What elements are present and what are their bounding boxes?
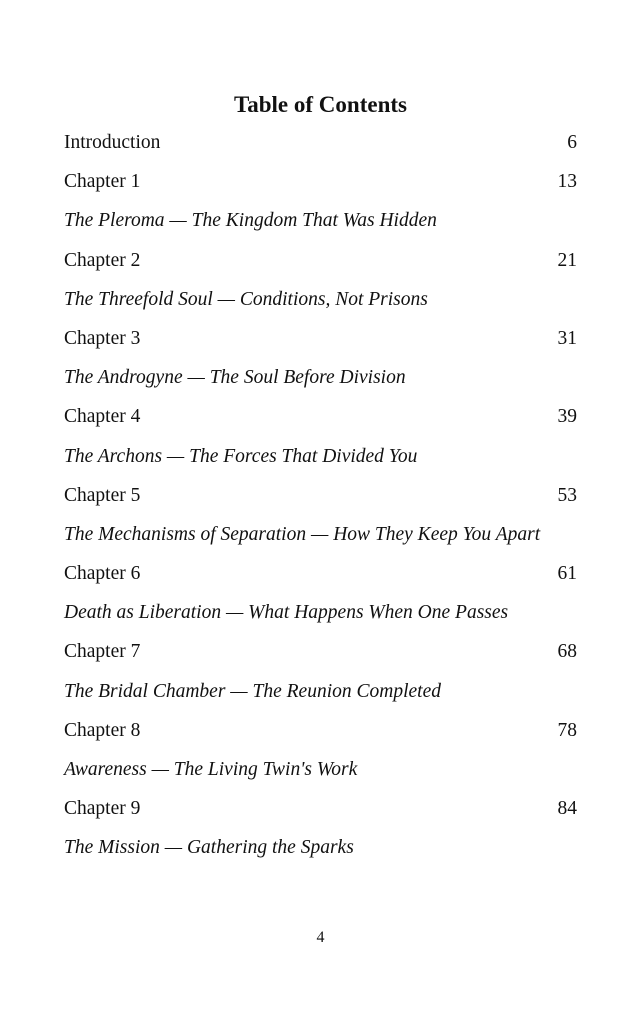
toc-list <box>64 130 577 875</box>
toc-entry-chapter-3[interactable] <box>64 326 577 351</box>
chapter-subtitle: The Androgyne — The Soul Before Division <box>64 367 406 389</box>
toc-entry-page: 84 <box>557 798 577 820</box>
toc-entry-page: 21 <box>557 249 577 271</box>
toc-entry-chapter-6[interactable] <box>64 561 577 586</box>
toc-entry-page: 39 <box>557 406 577 428</box>
chapter-subtitle: The Pleroma — The Kingdom That Was Hidden <box>64 210 437 232</box>
toc-entry-page: 68 <box>557 641 577 663</box>
toc-entry-page: 78 <box>557 719 577 741</box>
toc-entry-chapter-7[interactable] <box>64 639 577 664</box>
toc-entry-label: Introduction <box>64 132 161 153</box>
chapter-subtitle: Death as Liberation — What Happens When One Passes <box>64 602 509 624</box>
toc-entry-label: Chapter 8 <box>64 719 141 741</box>
chapter-subtitle: Awareness — The Living Twin's Work <box>64 759 358 780</box>
toc-entry-chapter-8[interactable] <box>64 718 577 743</box>
toc-entry-chapter-2[interactable] <box>64 248 577 273</box>
toc-entry-page: 61 <box>557 563 577 585</box>
toc-entry-page: 6 <box>567 132 577 153</box>
toc-entry-chapter-5[interactable] <box>64 483 577 508</box>
toc-entry-page: 13 <box>557 171 577 193</box>
chapter-subtitle: The Mechanisms of Separation — How They Keep You Apart <box>64 523 541 545</box>
chapter-subtitle: The Mission — Gathering the Sparks <box>64 837 354 859</box>
toc-entry-label: Chapter 2 <box>64 249 141 271</box>
chapter-subtitle: The Archons — The Forces That Divided You <box>64 445 418 467</box>
toc-entry-chapter-4[interactable] <box>64 404 577 429</box>
toc-entry-chapter-9[interactable] <box>64 796 577 821</box>
toc-entry-label: Chapter 3 <box>64 327 141 349</box>
toc-entry-introduction[interactable] <box>64 130 577 155</box>
toc-entry-label: Chapter 7 <box>64 641 141 663</box>
chapter-subtitle: The Threefold Soul — Conditions, Not Prisons <box>64 288 428 310</box>
toc-entry-page: 31 <box>557 327 577 349</box>
toc-entry-chapter-1[interactable] <box>64 169 577 194</box>
toc-entry-label: Chapter 5 <box>64 484 141 506</box>
toc-entry-label: Chapter 1 <box>64 171 141 193</box>
page-title: Table of Contents <box>234 92 407 117</box>
toc-entry-page: 53 <box>557 484 577 506</box>
chapter-subtitle: The Bridal Chamber — The Reunion Completed <box>64 680 441 702</box>
toc-entry-label: Chapter 9 <box>64 798 141 820</box>
toc-entry-label: Chapter 4 <box>64 406 141 428</box>
page-number: 4 <box>316 929 325 946</box>
toc-entry-label: Chapter 6 <box>64 563 141 585</box>
